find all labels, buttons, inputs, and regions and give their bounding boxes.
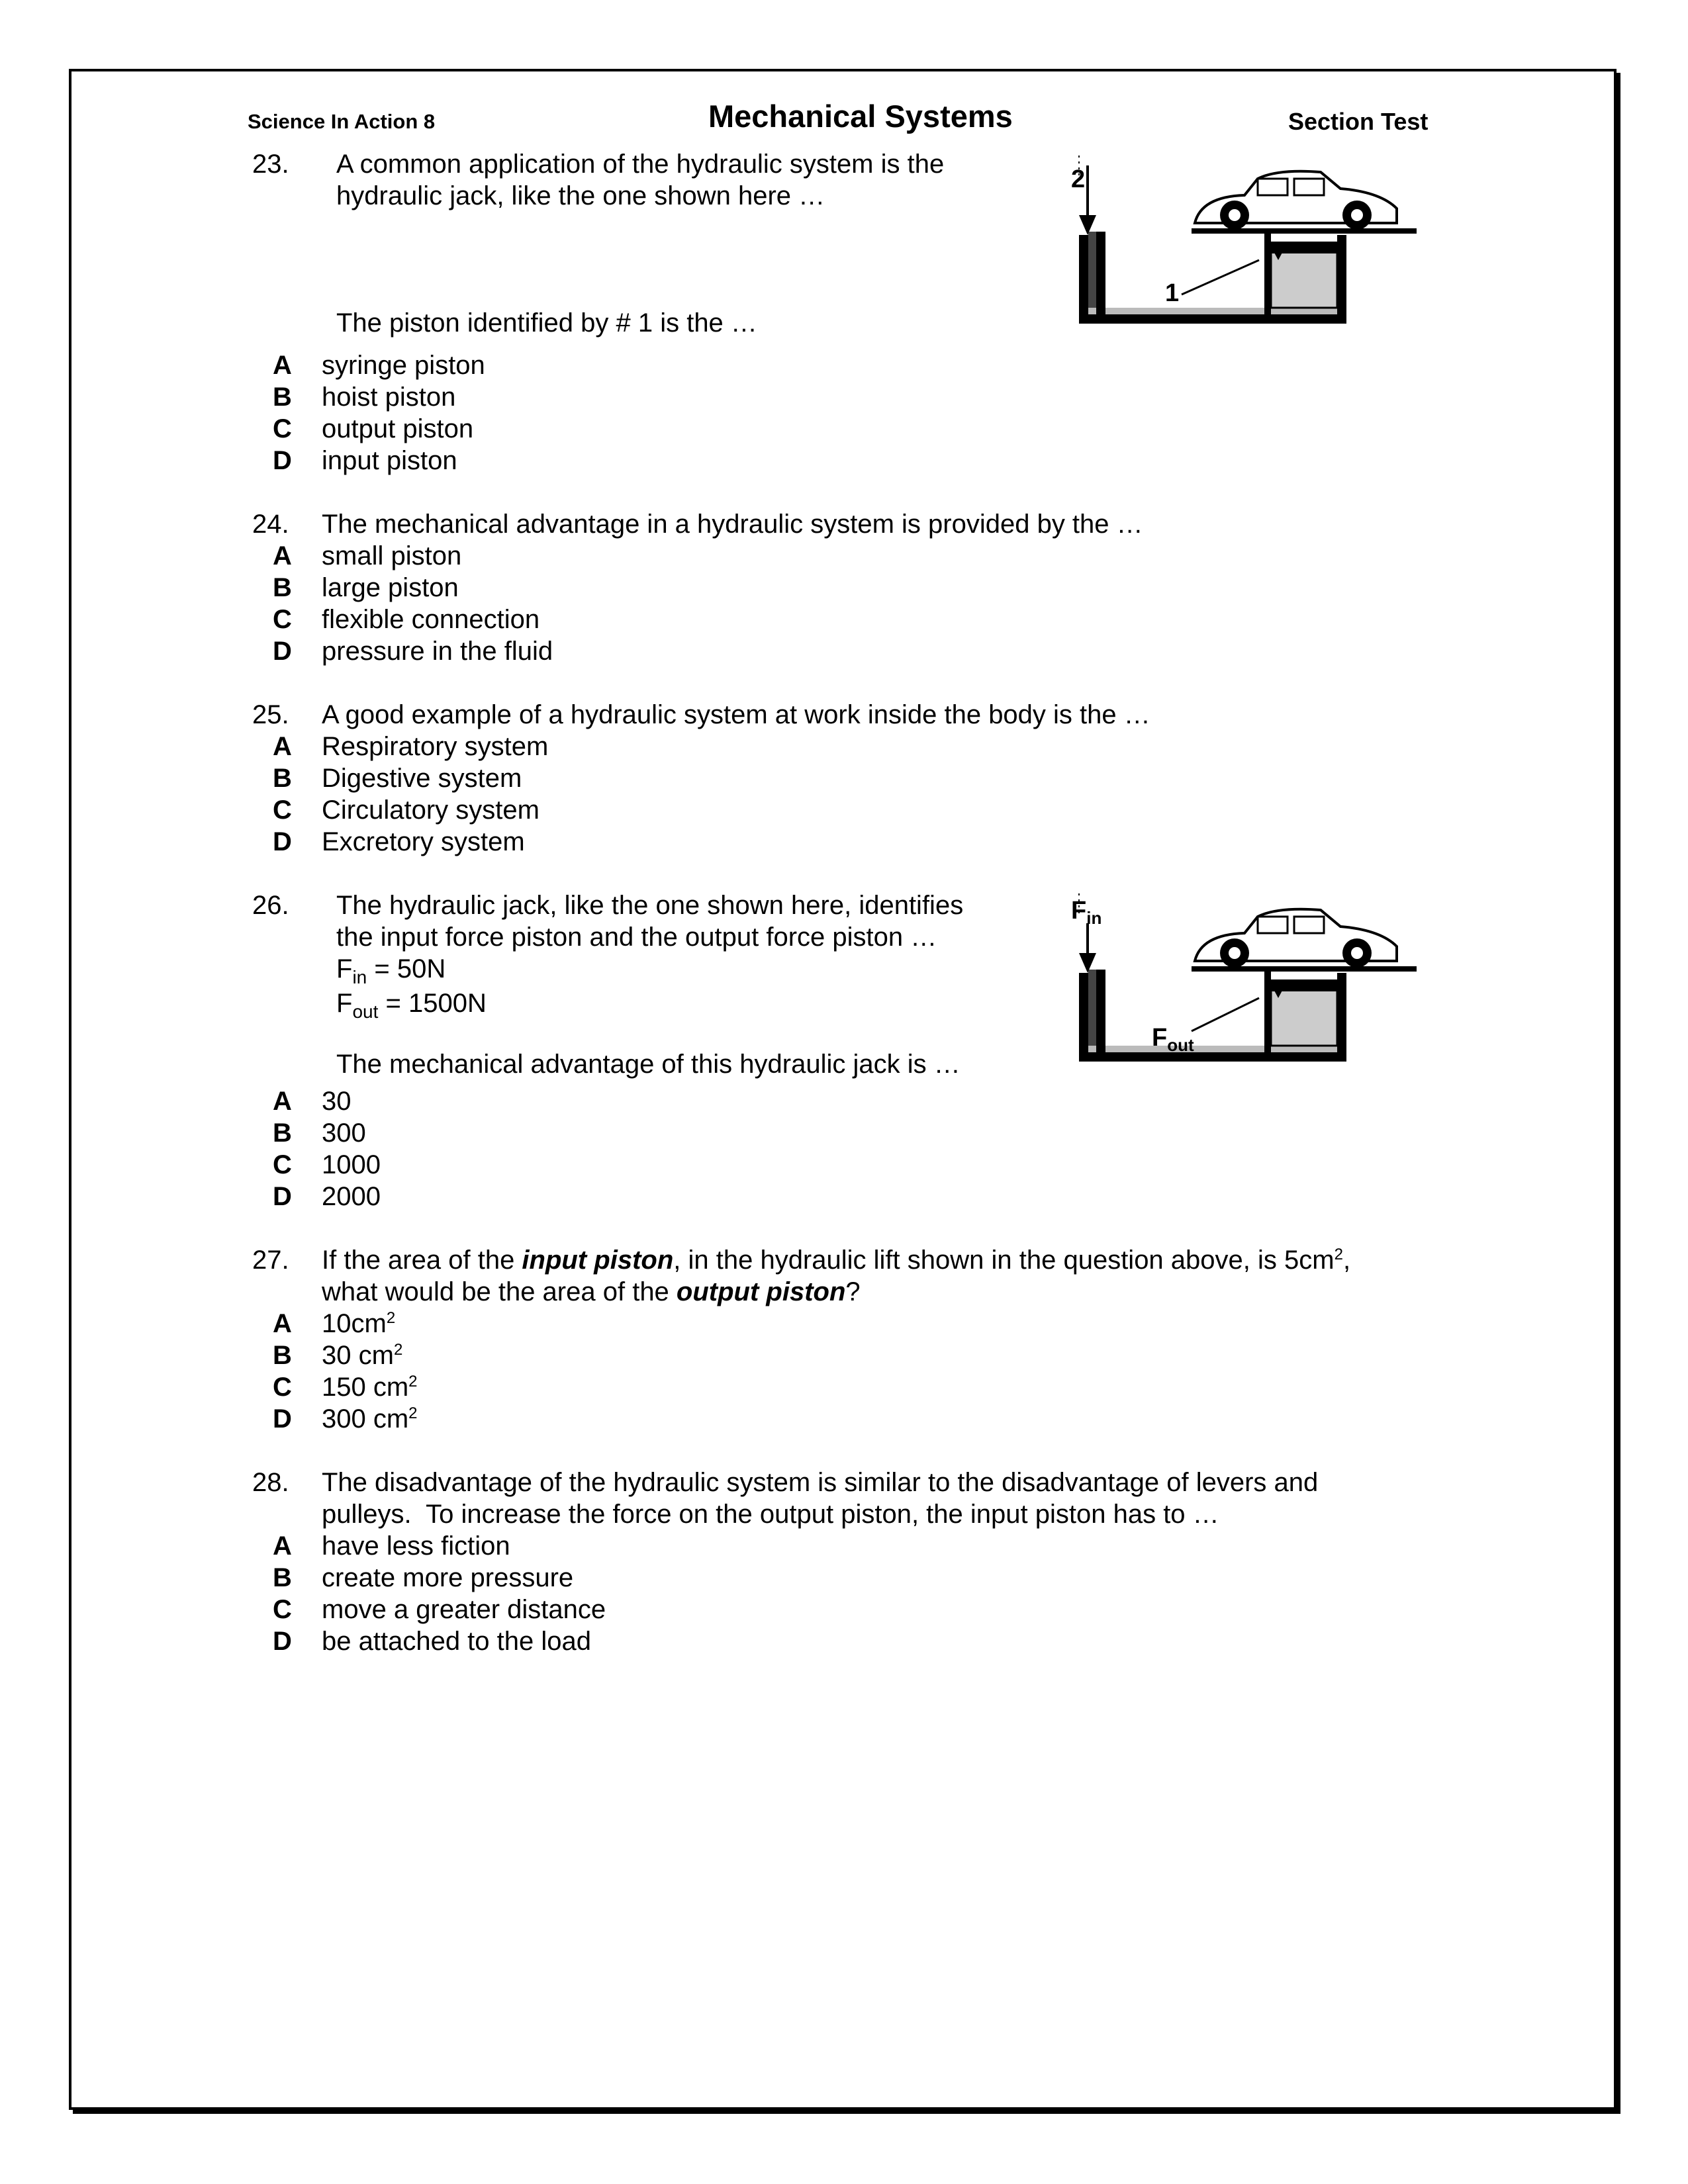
question-text	[322, 1276, 861, 1308]
diagram-label-piston: 1	[1165, 279, 1180, 307]
superscript: 2	[408, 1373, 418, 1390]
given-fout	[336, 987, 487, 1028]
option-text	[322, 1371, 418, 1403]
option-text: Respiratory system	[322, 732, 549, 761]
option-letter: D	[273, 1627, 292, 1656]
option-text: Excretory system	[322, 827, 525, 856]
text-run: ,	[1342, 1246, 1351, 1275]
fin-label-symbol: F	[1071, 897, 1087, 925]
option-text: pressure in the fluid	[322, 637, 553, 666]
option-text: 2000	[322, 1182, 381, 1211]
diagram-label-input: 2	[1071, 165, 1086, 193]
page-shadow	[1617, 73, 1620, 2114]
hydraulic-jack-diagram	[1059, 149, 1417, 347]
header-course: Science In Action 8	[248, 110, 436, 133]
option-text: Circulatory system	[322, 796, 539, 825]
option-text: 30	[322, 1087, 352, 1116]
option-letter: B	[273, 1341, 292, 1370]
question-text: A common application of the hydraulic system is the	[336, 150, 945, 179]
option-letter: B	[273, 764, 292, 793]
fout-label-symbol: F	[1152, 1024, 1168, 1052]
diagram-label-fout	[1152, 1024, 1194, 1055]
text-run: what would be the area of the	[322, 1277, 677, 1306]
option-text: Digestive system	[322, 764, 522, 793]
page-shadow	[73, 2110, 1620, 2114]
option-letter: A	[273, 1087, 292, 1116]
text-run: ?	[845, 1277, 861, 1306]
option-text: hoist piston	[322, 383, 456, 412]
question-text: The disadvantage of the hydraulic system is similar to the disadvantage of levers and	[322, 1468, 1319, 1497]
question-number: 24.	[252, 510, 289, 539]
superscript: 2	[1334, 1246, 1343, 1263]
option-text: move a greater distance	[322, 1595, 606, 1624]
option-text	[322, 1340, 402, 1371]
option-value: 150 cm	[322, 1373, 409, 1402]
emphasis-input-piston: input piston	[522, 1246, 674, 1275]
superscript: 2	[408, 1404, 418, 1422]
diagram-label-fin	[1071, 897, 1102, 928]
question-number: 28.	[252, 1468, 289, 1497]
option-letter: A	[273, 1309, 292, 1338]
option-text: 1000	[322, 1150, 381, 1179]
fin-label-sub: in	[1086, 908, 1102, 928]
fin-symbol: F	[336, 954, 353, 983]
option-value: 10cm	[322, 1309, 387, 1338]
page-title: Mechanical Systems	[708, 99, 1013, 134]
option-text: small piston	[322, 541, 462, 570]
option-letter: B	[273, 383, 292, 412]
option-letter: B	[273, 1563, 292, 1592]
option-text: syringe piston	[322, 351, 485, 380]
text-run: If the area of the	[322, 1246, 522, 1275]
option-letter: D	[273, 637, 292, 666]
option-letter: B	[273, 1118, 292, 1148]
option-letter: D	[273, 1182, 292, 1211]
option-letter: C	[273, 1595, 292, 1624]
option-letter: C	[273, 605, 292, 634]
option-text: output piston	[322, 414, 474, 443]
text-run: , in the hydraulic lift shown in the question above, is 5cm	[673, 1246, 1335, 1275]
question-text: A good example of a hydraulic system at work inside the body is the …	[322, 700, 1150, 729]
option-text: create more pressure	[322, 1563, 574, 1592]
option-letter: B	[273, 573, 292, 602]
hydraulic-jack-diagram	[1059, 887, 1417, 1085]
option-letter: D	[273, 1404, 292, 1433]
superscript: 2	[386, 1309, 396, 1327]
option-text	[322, 1403, 418, 1435]
question-number: 27.	[252, 1246, 289, 1275]
fout-subscript: out	[352, 1001, 379, 1022]
question-text: The mechanical advantage in a hydraulic system is provided by the …	[322, 510, 1143, 539]
fout-symbol: F	[336, 989, 353, 1018]
emphasis-output-piston: output piston	[676, 1277, 846, 1306]
option-text: have less fiction	[322, 1531, 510, 1561]
question-text: pulleys. To increase the force on the output piston, the input piston has to …	[322, 1500, 1219, 1529]
page-border	[69, 69, 1617, 2110]
fout-label-sub: out	[1167, 1035, 1194, 1055]
option-letter: A	[273, 351, 292, 380]
question-text: The hydraulic jack, like the one shown here, identifies	[336, 891, 964, 920]
question-text	[322, 1244, 1350, 1276]
option-text	[322, 1308, 395, 1340]
option-letter: C	[273, 1150, 292, 1179]
option-value: 30 cm	[322, 1341, 394, 1370]
fin-value: = 50N	[367, 954, 446, 983]
question-number: 23.	[252, 150, 289, 179]
superscript: 2	[393, 1341, 403, 1359]
option-letter: A	[273, 1531, 292, 1561]
question-text: the input force piston and the output force piston …	[336, 923, 937, 952]
question-number: 26.	[252, 891, 289, 920]
header-section: Section Test	[1288, 108, 1429, 135]
option-value: 300 cm	[322, 1404, 409, 1433]
question-prompt: The mechanical advantage of this hydraulic jack is …	[336, 1050, 961, 1079]
option-letter: D	[273, 446, 292, 475]
option-text: be attached to the load	[322, 1627, 591, 1656]
option-text: input piston	[322, 446, 457, 475]
option-text: flexible connection	[322, 605, 540, 634]
option-letter: A	[273, 732, 292, 761]
question-text: hydraulic jack, like the one shown here …	[336, 181, 825, 210]
option-letter: C	[273, 1373, 292, 1402]
fin-subscript: in	[352, 967, 367, 987]
option-letter: C	[273, 796, 292, 825]
option-letter: C	[273, 414, 292, 443]
option-letter: D	[273, 827, 292, 856]
question-prompt: The piston identified by # 1 is the …	[336, 308, 757, 338]
fout-value: = 1500N	[378, 989, 487, 1018]
option-text: 300	[322, 1118, 366, 1148]
option-text: large piston	[322, 573, 459, 602]
question-number: 25.	[252, 700, 289, 729]
option-letter: A	[273, 541, 292, 570]
